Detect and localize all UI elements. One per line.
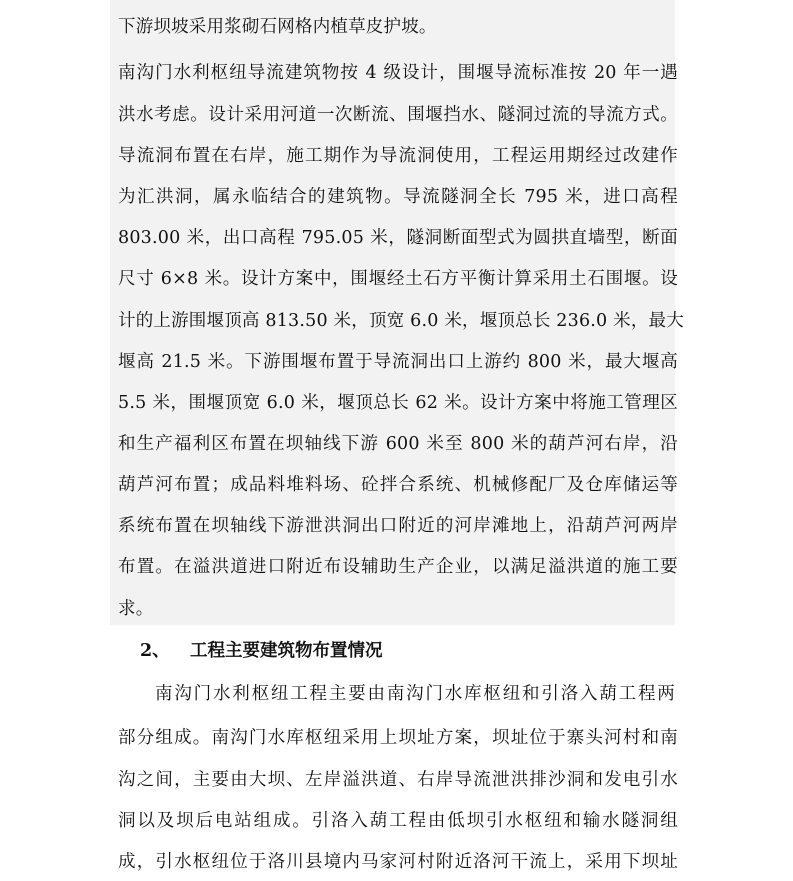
paragraph-line: 5.5 米，围堰顶宽 6.0 米，堰顶总长 62 米。设计方案中将施工管理区 xyxy=(118,393,678,413)
paragraph-line: 下游坝坡采用浆砌石网格内植草皮护坡。 xyxy=(118,17,437,37)
paragraph-line: 洪水考虑。设计采用河道一次断流、围堰挡水、隧洞过流的导流方式。 xyxy=(118,105,678,125)
paragraph-line: 为汇洪洞，属永临结合的建筑物。导流隧洞全长 795 米，进口高程 xyxy=(118,187,678,207)
paragraph-line: 系统布置在坝轴线下游泄洪洞出口附近的河岸滩地上，沿葫芦河两岸 xyxy=(118,516,678,536)
section-number: 2、 xyxy=(140,641,170,661)
paragraph-line: 导流洞布置在右岸，施工期作为导流洞使用，工程运用期经过改建作 xyxy=(118,146,678,166)
paragraph-line: 沟之间，主要由大坝、左岸溢洪道、右岸导流泄洪排沙洞和发电引水 xyxy=(118,770,678,790)
paragraph-line: 尺寸 6×8 米。设计方案中，围堰经土石方平衡计算采用土石围堰。设 xyxy=(118,269,678,289)
paragraph-line: 求。 xyxy=(118,599,154,619)
paragraph-line: 南沟门水利枢纽工程主要由南沟门水库枢纽和引洛入葫工程两 xyxy=(155,684,675,704)
section-title: 工程主要建筑物布置情况 xyxy=(190,641,383,661)
paragraph-line: 布置。在溢洪道进口附近布设辅助生产企业，以满足溢洪道的施工要 xyxy=(118,557,678,577)
paragraph-line: 成，引水枢纽位于洛川县境内马家河村附近洛河干流上，采用下坝址 xyxy=(118,852,678,872)
paragraph-line: 堰高 21.5 米。下游围堰布置于导流洞出口上游约 800 米，最大堰高 xyxy=(118,352,678,372)
section-heading xyxy=(140,640,383,662)
paragraph-line: 洞以及坝后电站组成。引洛入葫工程由低坝引水枢纽和输水隧洞组 xyxy=(118,811,678,831)
paragraph-line: 和生产福利区布置在坝轴线下游 600 米至 800 米的葫芦河右岸，沿 xyxy=(118,434,678,454)
paragraph-line: 南沟门水利枢纽导流建筑物按 4 级设计，围堰导流标准按 20 年一遇 xyxy=(118,63,678,83)
paragraph-line: 计的上游围堰顶高 813.50 米，顶宽 6.0 米，堰顶总长 236.0 米，最大 xyxy=(118,311,684,331)
paragraph-line: 部分组成。南沟门水库枢纽采用上坝址方案，坝址位于寨头河村和南 xyxy=(118,728,678,748)
paragraph-line: 803.00 米，出口高程 795.05 米，隧洞断面型式为圆拱直墙型，断面 xyxy=(118,228,678,248)
paragraph-line: 葫芦河布置；成品料堆料场、砼拌合系统、机械修配厂及仓库储运等 xyxy=(118,475,678,495)
